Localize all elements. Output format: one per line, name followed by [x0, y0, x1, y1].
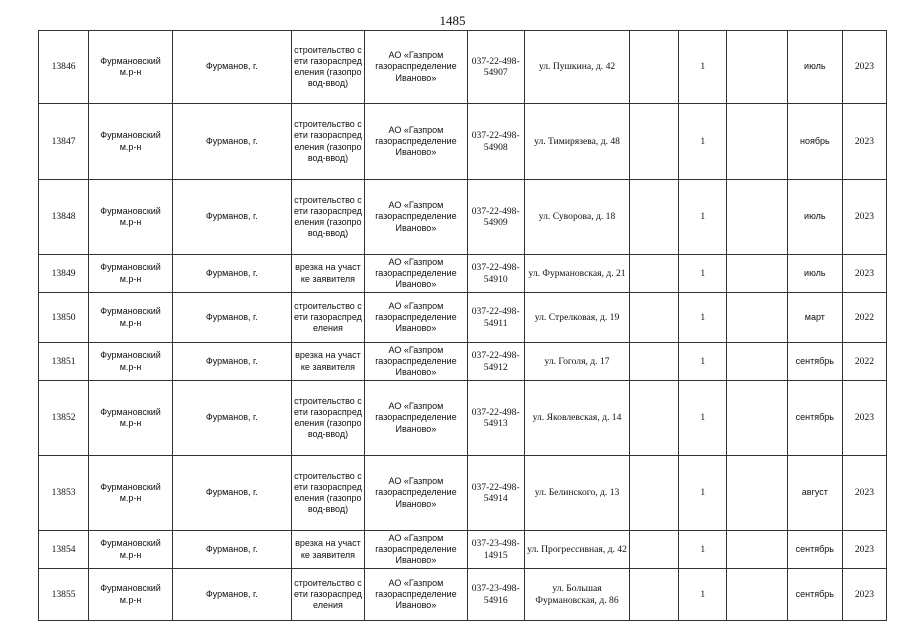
year-cell: 2022 — [842, 343, 886, 381]
organization-cell: АО «Газпром газораспределение Иваново» — [365, 104, 467, 180]
quantity-cell: 1 — [679, 293, 727, 343]
table-row — [39, 180, 887, 255]
district-cell: Фурмановский м.р-н — [89, 104, 173, 180]
month-cell: ноябрь — [787, 104, 842, 180]
district-cell: Фурмановский м.р-н — [89, 343, 173, 381]
object-code-cell: 037-22-498-54908 — [467, 104, 524, 180]
row-number: 13851 — [39, 343, 89, 381]
empty-cell — [630, 456, 679, 531]
year-cell: 2023 — [842, 255, 886, 293]
district-cell: Фурмановский м.р-н — [89, 180, 173, 255]
city-cell: Фурманов, г. — [172, 180, 291, 255]
work-type-cell: строительство сети газораспределения (газопровод-ввод) — [291, 381, 365, 456]
year-cell: 2022 — [842, 293, 886, 343]
quantity-cell: 1 — [679, 569, 727, 621]
month-cell: август — [787, 456, 842, 531]
work-type-cell: строительство сети газораспределения — [291, 569, 365, 621]
organization-cell: АО «Газпром газораспределение Иваново» — [365, 569, 467, 621]
month-cell: сентябрь — [787, 381, 842, 456]
month-cell: июль — [787, 255, 842, 293]
city-cell: Фурманов, г. — [172, 569, 291, 621]
table-row — [39, 255, 887, 293]
page-number: 1485 — [439, 13, 466, 28]
empty-cell — [727, 531, 787, 569]
city-cell: Фурманов, г. — [172, 255, 291, 293]
address-cell: ул. Яковлевская, д. 14 — [524, 381, 629, 456]
empty-cell — [727, 293, 787, 343]
district-cell: Фурмановский м.р-н — [89, 293, 173, 343]
organization-cell: АО «Газпром газораспределение Иваново» — [365, 343, 467, 381]
year-cell: 2023 — [842, 569, 886, 621]
row-number: 13853 — [39, 456, 89, 531]
work-type-cell: строительство сети газораспределения (газопровод-ввод) — [291, 180, 365, 255]
row-number: 13850 — [39, 293, 89, 343]
row-number: 13847 — [39, 104, 89, 180]
quantity-cell: 1 — [679, 180, 727, 255]
quantity-cell: 1 — [679, 456, 727, 531]
address-cell: ул. Белинского, д. 13 — [524, 456, 629, 531]
empty-cell — [630, 569, 679, 621]
quantity-cell: 1 — [679, 31, 727, 104]
empty-cell — [630, 104, 679, 180]
year-cell: 2023 — [842, 456, 886, 531]
object-code-cell: 037-22-498-54909 — [467, 180, 524, 255]
quantity-cell: 1 — [679, 531, 727, 569]
empty-cell — [630, 31, 679, 104]
empty-cell — [727, 343, 787, 381]
address-cell: ул. Большая Фурмановская, д. 86 — [524, 569, 629, 621]
empty-cell — [630, 381, 679, 456]
work-type-cell: строительство сети газораспределения (газопровод-ввод) — [291, 31, 365, 104]
city-cell: Фурманов, г. — [172, 293, 291, 343]
empty-cell — [630, 180, 679, 255]
month-cell: сентябрь — [787, 569, 842, 621]
work-type-cell: строительство сети газораспределения — [291, 293, 365, 343]
row-number: 13854 — [39, 531, 89, 569]
object-code-cell: 037-22-498-54911 — [467, 293, 524, 343]
city-cell: Фурманов, г. — [172, 343, 291, 381]
address-cell: ул. Суворова, д. 18 — [524, 180, 629, 255]
quantity-cell: 1 — [679, 381, 727, 456]
month-cell: июль — [787, 180, 842, 255]
month-cell: сентябрь — [787, 343, 842, 381]
city-cell: Фурманов, г. — [172, 531, 291, 569]
quantity-cell: 1 — [679, 104, 727, 180]
work-type-cell: строительство сети газораспределения (газопровод-ввод) — [291, 104, 365, 180]
empty-cell — [727, 31, 787, 104]
city-cell: Фурманов, г. — [172, 31, 291, 104]
month-cell: сентябрь — [787, 531, 842, 569]
district-cell: Фурмановский м.р-н — [89, 31, 173, 104]
empty-cell — [727, 180, 787, 255]
table-row — [39, 293, 887, 343]
row-number: 13855 — [39, 569, 89, 621]
city-cell: Фурманов, г. — [172, 456, 291, 531]
month-cell: июль — [787, 31, 842, 104]
empty-cell — [727, 104, 787, 180]
empty-cell — [727, 381, 787, 456]
object-code-cell: 037-22-498-54913 — [467, 381, 524, 456]
work-type-cell: строительство сети газораспределения (газопровод-ввод) — [291, 456, 365, 531]
organization-cell: АО «Газпром газораспределение Иваново» — [365, 381, 467, 456]
address-cell: ул. Гоголя, д. 17 — [524, 343, 629, 381]
district-cell: Фурмановский м.р-н — [89, 255, 173, 293]
object-code-cell: 037-22-498-54912 — [467, 343, 524, 381]
year-cell: 2023 — [842, 381, 886, 456]
district-cell: Фурмановский м.р-н — [89, 569, 173, 621]
row-number: 13846 — [39, 31, 89, 104]
organization-cell: АО «Газпром газораспределение Иваново» — [365, 31, 467, 104]
work-type-cell: врезка на участке заявителя — [291, 531, 365, 569]
organization-cell: АО «Газпром газораспределение Иваново» — [365, 456, 467, 531]
year-cell: 2023 — [842, 104, 886, 180]
table-row — [39, 531, 887, 569]
district-cell: Фурмановский м.р-н — [89, 531, 173, 569]
empty-cell — [727, 255, 787, 293]
empty-cell — [630, 255, 679, 293]
work-type-cell: врезка на участке заявителя — [291, 343, 365, 381]
year-cell: 2023 — [842, 531, 886, 569]
object-code-cell: 037-22-498-54907 — [467, 31, 524, 104]
row-number: 13848 — [39, 180, 89, 255]
organization-cell: АО «Газпром газораспределение Иваново» — [365, 293, 467, 343]
empty-cell — [727, 569, 787, 621]
address-cell: ул. Стрелковая, д. 19 — [524, 293, 629, 343]
organization-cell: АО «Газпром газораспределение Иваново» — [365, 531, 467, 569]
quantity-cell: 1 — [679, 343, 727, 381]
table-row — [39, 569, 887, 621]
empty-cell — [630, 293, 679, 343]
table-row — [39, 104, 887, 180]
month-cell: март — [787, 293, 842, 343]
address-cell: ул. Прогрессивная, д. 42 — [524, 531, 629, 569]
empty-cell — [727, 456, 787, 531]
year-cell: 2023 — [842, 31, 886, 104]
district-cell: Фурмановский м.р-н — [89, 456, 173, 531]
object-code-cell: 037-22-498-54914 — [467, 456, 524, 531]
district-cell: Фурмановский м.р-н — [89, 381, 173, 456]
address-cell: ул. Фурмановская, д. 21 — [524, 255, 629, 293]
table-row — [39, 31, 887, 104]
address-cell: ул. Пушкина, д. 42 — [524, 31, 629, 104]
empty-cell — [630, 343, 679, 381]
address-cell: ул. Тимирязева, д. 48 — [524, 104, 629, 180]
table-row — [39, 456, 887, 531]
table-row — [39, 381, 887, 456]
data-table — [38, 30, 887, 621]
row-number: 13852 — [39, 381, 89, 456]
organization-cell: АО «Газпром газораспределение Иваново» — [365, 180, 467, 255]
city-cell: Фурманов, г. — [172, 381, 291, 456]
table-row — [39, 343, 887, 381]
work-type-cell: врезка на участке заявителя — [291, 255, 365, 293]
city-cell: Фурманов, г. — [172, 104, 291, 180]
quantity-cell: 1 — [679, 255, 727, 293]
object-code-cell: 037-22-498-54910 — [467, 255, 524, 293]
organization-cell: АО «Газпром газораспределение Иваново» — [365, 255, 467, 293]
object-code-cell: 037-23-498-54916 — [467, 569, 524, 621]
row-number: 13849 — [39, 255, 89, 293]
year-cell: 2023 — [842, 180, 886, 255]
object-code-cell: 037-23-498-14915 — [467, 531, 524, 569]
empty-cell — [630, 531, 679, 569]
